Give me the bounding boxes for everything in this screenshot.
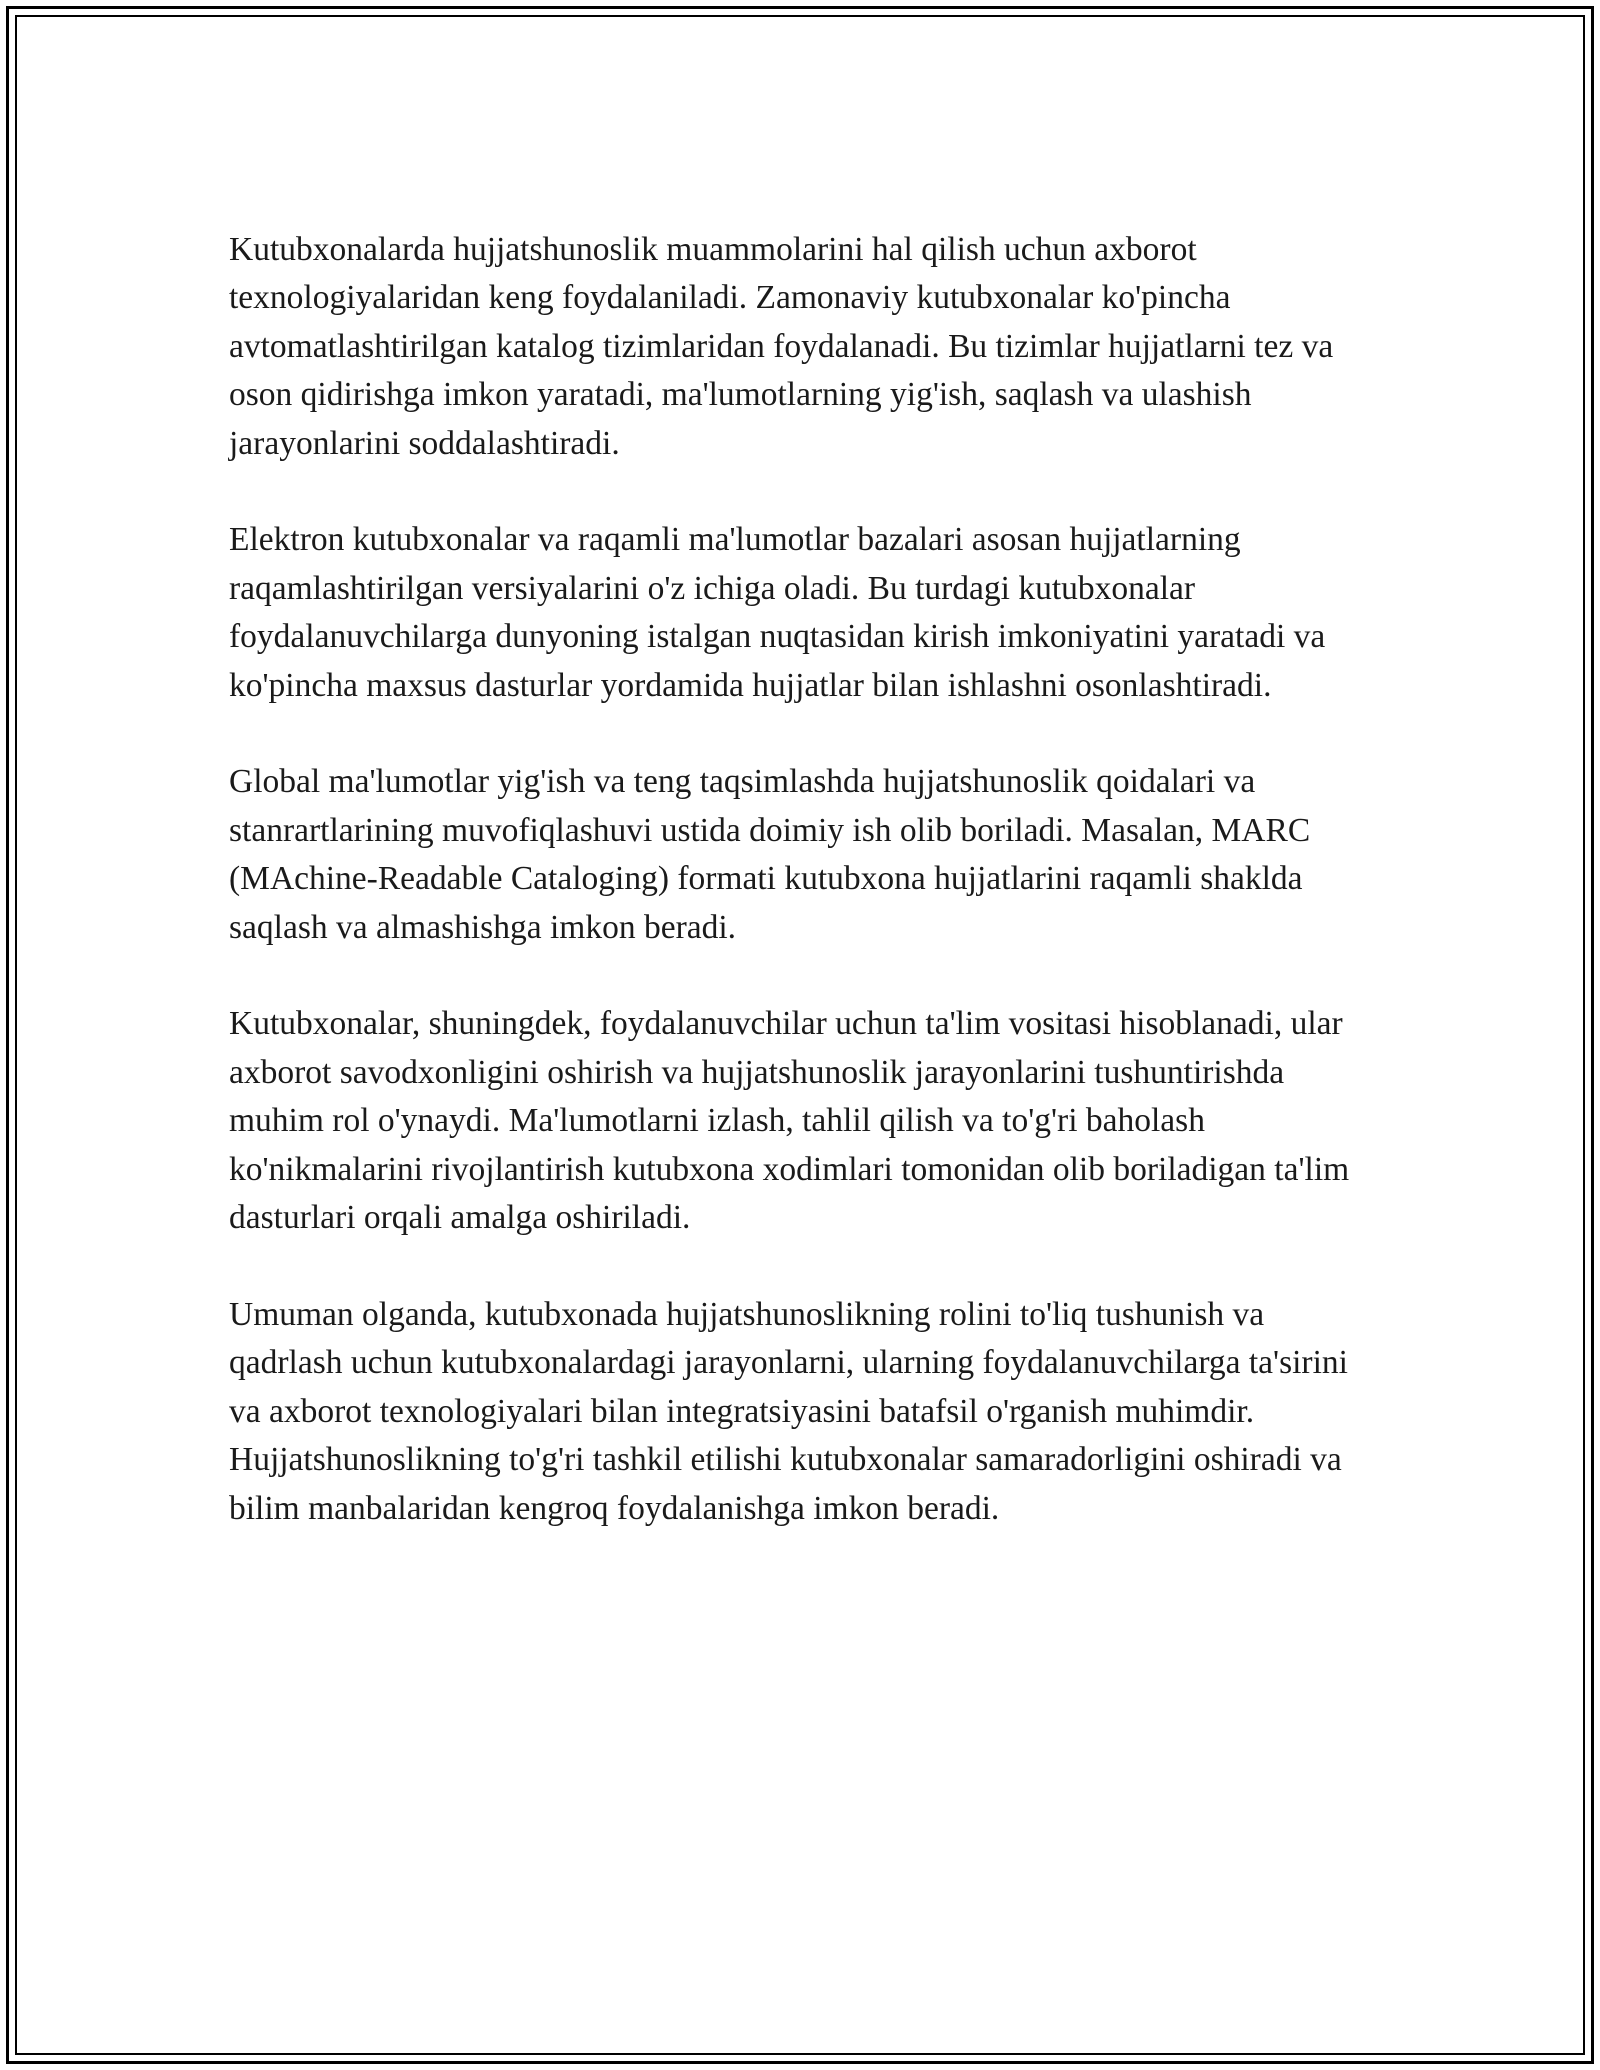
document-body xyxy=(229,226,1379,1581)
paragraph-3: Global ma'lumotlar yig'ish va teng taqsimlashda hujjatshunoslik qoidalari va stanrartlarining muvofiqlashuvi ustida doimiy ish olib boriladi. Masalan, MARC (MAchine-Readable Cataloging) formati kutubxona hujjatlarini raqamli shaklda saqlash va almashishga imkon beradi. xyxy=(229,763,1311,946)
paragraph-4: Kutubxonalar, shuningdek, foydalanuvchilar uchun ta'lim vositasi hisoblanadi, ular axborot savodxonligini oshirish va hujjatshunoslik jarayonlarini tushuntirishda muhim rol o'ynaydi. Ma'lumotlarni izlash, tahlil qilish va to'g'ri baholash ko'nikmalarini rivojlantirish kutubxona xodimlari tomonidan olib boriladigan ta'lim dasturlari orqali amalga oshiriladi. xyxy=(229,1005,1350,1237)
paragraph-5: Umuman olganda, kutubxonada hujjatshunoslikning rolini to'liq tushunish va qadrlash uchun kutubxonalardagi jarayonlarni, ularning foydalanuvchilarga ta'sirini va axborot texnologiyalari bilan integratsiyasini batafsil o'rganish muhimdir. Hujjatshunoslikning to'g'ri tashkil etilishi kutubxonalar samaradorligini oshiradi va bilim manbalaridan kengroq foydalanishga imkon beradi. xyxy=(229,1295,1348,1527)
paragraph-2: Elektron kutubxonalar va raqamli ma'lumotlar bazalari asosan hujjatlarning raqamlashtirilgan versiyalarini o'z ichiga oladi. Bu turdagi kutubxonalar foydalanuvchilarga dunyoning istalgan nuqtasidan kirish imkoniyatini yaratadi va ko'pincha maxsus dasturlar yordamida hujjatlar bilan ishlashni osonlashtiradi. xyxy=(229,521,1326,704)
paragraph-1: Kutubxonalarda hujjatshunoslik muammolarini hal qilish uchun axborot texnologiyalaridan keng foydalaniladi. Zamonaviy kutubxonalar ko'pincha avtomatlashtirilgan katalog tizimlaridan foydalanadi. Bu tizimlar hujjatlarni tez va oson qidirishga imkon yaratadi, ma'lumotlarning yig'ish, saqlash va ulashish jarayonlarini soddalashtiradi. xyxy=(229,231,1334,462)
